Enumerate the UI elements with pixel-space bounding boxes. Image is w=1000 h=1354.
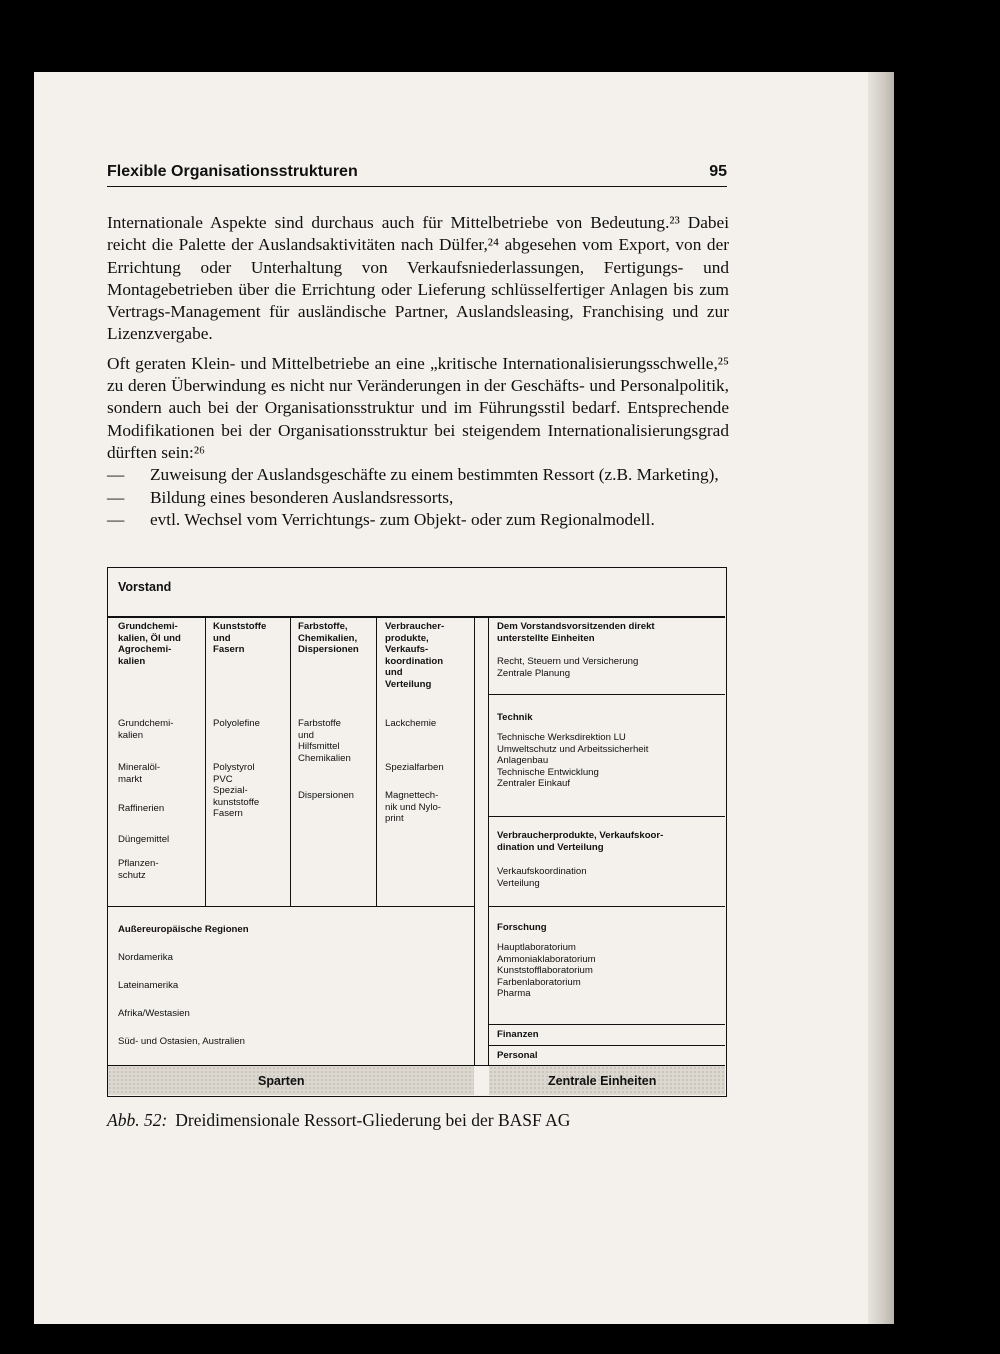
division-item: Farbstoffe und Hilfsmittel Chemikalien — [298, 718, 351, 764]
central-head: Technik — [497, 712, 533, 723]
region-item: Lateinamerika — [118, 980, 179, 991]
division-item: Polyolefine — [213, 718, 260, 729]
division-item: Raffinerien — [118, 803, 165, 814]
division-head: Kunststoffe und Fasern — [213, 621, 267, 655]
division-item: Mineralöl- markt — [118, 762, 161, 785]
paragraph: Internationale Aspekte sind durchaus auch für Mittelbetriebe von Bedeutung.²³ Dabei reicht die Palette der Auslandsaktivitäten nach Dülfer,²⁴ abgesehen vom Export, von der Errichtung oder Unterhaltung von Verkaufsniederlassungen, Fertigungs- und Montagebetrieben über die Errichtung oder Lieferung schlüsselfertiger Anlagen bis zum Vertrags-Management für ausländische Partner, Auslandsleasing, Franchising und zur Lizenzvergabe. — [107, 213, 729, 344]
division-item: Spezialfarben — [385, 762, 444, 773]
central-head: Forschung — [497, 922, 547, 933]
divider — [108, 616, 725, 618]
division-head: Farbstoffe, Chemikalien, Dispersionen — [298, 621, 359, 655]
page-edge — [868, 72, 894, 1324]
central-head: Verbraucherprodukte, Verkaufskoor- dination und Verteilung — [497, 830, 664, 853]
division-item: Grundchemi- kalien — [118, 718, 174, 741]
division-item: Pflanzen- schutz — [118, 858, 159, 881]
divider — [108, 906, 475, 907]
division-item: Dispersionen — [298, 790, 354, 801]
central-head: Finanzen — [497, 1029, 539, 1040]
division-item: Magnettech- nik und Nylo- print — [385, 790, 441, 824]
caption-label: Abb. 52: — [107, 1110, 168, 1130]
vorstand-label: Vorstand — [118, 580, 172, 594]
page-number: 95 — [709, 163, 727, 180]
central-items: Verkaufskoordination Verteilung — [497, 866, 587, 889]
org-chart — [107, 567, 727, 1097]
divider — [474, 616, 475, 1066]
central-items: Hauptlaboratorium Ammoniaklaboratorium Kunststofflaboratorium Farbenlaboratorium Pharma — [497, 942, 596, 999]
running-head — [107, 160, 727, 187]
divider — [376, 616, 377, 906]
sparten-label: Sparten — [258, 1074, 305, 1088]
central-items: Technische Werksdirektion LU Umweltschutz und Arbeitssicherheit Anlagenbau Technische Entwicklung Zentraler Einkauf — [497, 732, 649, 789]
central-items: Recht, Steuern und Versicherung Zentrale Planung — [497, 656, 639, 679]
division-item: Lackchemie — [385, 718, 437, 729]
central-head: Dem Vorstandsvorsitzenden direkt unterstellte Einheiten — [497, 621, 655, 644]
divider — [488, 1045, 725, 1046]
region-item: Nordamerika — [118, 952, 173, 963]
divider — [205, 616, 206, 906]
division-head: Grundchemi- kalien, Öl und Agrochemi- kalien — [118, 621, 181, 667]
region-item: Afrika/Westasien — [118, 1008, 190, 1019]
divider — [290, 616, 291, 906]
divider — [488, 616, 489, 1066]
divider — [488, 816, 725, 817]
division-item: Düngemittel — [118, 834, 170, 845]
caption-text: Dreidimensionale Ressort-Gliederung bei der BASF AG — [175, 1110, 571, 1130]
figure-caption — [107, 1110, 570, 1131]
zentrale-einheiten-label: Zentrale Einheiten — [548, 1074, 657, 1088]
regions-head: Außereuropäische Regionen — [118, 924, 249, 935]
list-item: — evtl. Wechsel vom Verrichtungs- zum Objekt- oder zum Regionalmodell. — [107, 509, 655, 529]
divider — [488, 906, 725, 907]
division-head: Verbraucher- produkte, Verkaufs- koordination und Verteilung — [385, 621, 445, 690]
chapter-title: Flexible Organisationsstrukturen — [107, 163, 358, 180]
paragraph: Oft geraten Klein- und Mittelbetriebe an eine „kritische Internationalisierungsschwelle,²⁵ zu deren Überwindung es nicht nur Veränderungen in der Geschäfts- und Personalpolitik, sondern auch bei der Organisationsstruktur und im Führungsstil bedarf. Entsprechende Modifikationen bei der Organisationsstruktur bei steigendem Internationalisierungsgrad dürften sein:²⁶ — [107, 353, 729, 462]
central-head: Personal — [497, 1050, 538, 1061]
divider — [488, 694, 725, 695]
division-item: Polystyrol PVC Spezial- kunststoffe Fasern — [213, 762, 260, 819]
list-item: — Zuweisung der Auslandsgeschäfte zu einem bestimmten Ressort (z.B. Marketing), — [107, 465, 719, 485]
region-item: Süd- und Ostasien, Australien — [118, 1036, 245, 1047]
body-text — [107, 212, 729, 531]
modification-list — [107, 464, 729, 531]
divider — [488, 1024, 725, 1025]
list-item: — Bildung eines besonderen Auslandsressorts, — [107, 487, 454, 507]
